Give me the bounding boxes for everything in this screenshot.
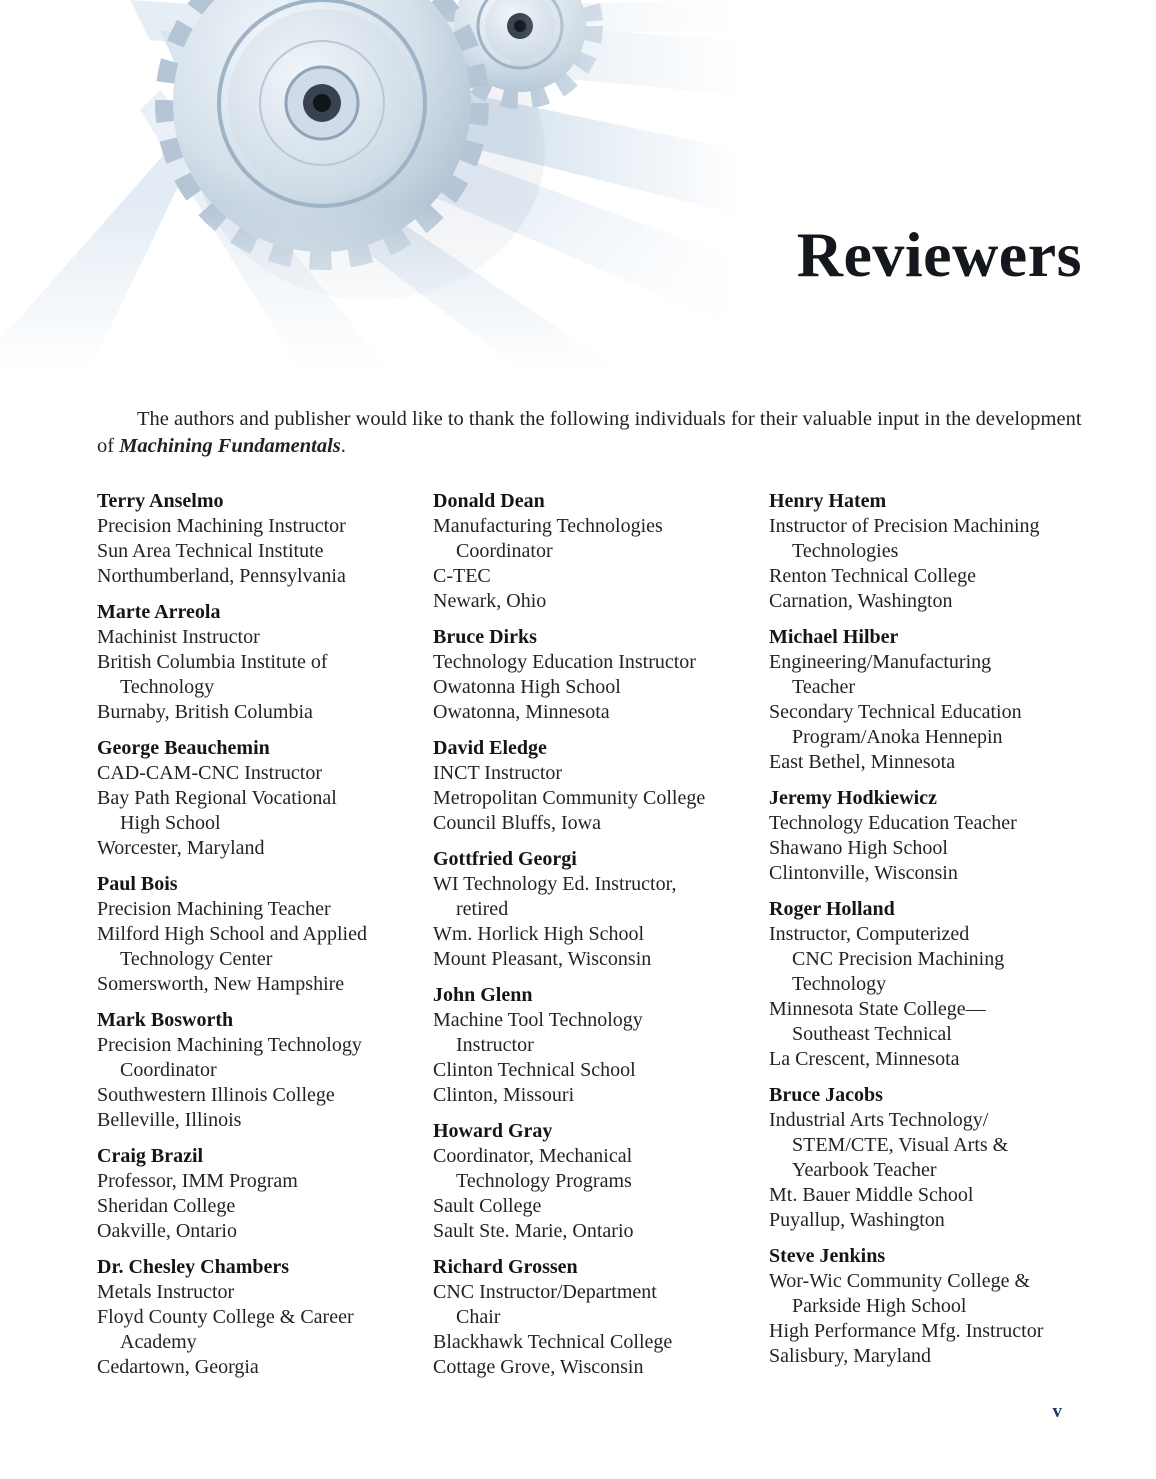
reviewer-detail-line: Milford High School and Applied (97, 923, 367, 945)
reviewer-detail-line: Wm. Horlick High School (433, 923, 645, 945)
reviewer-name: Marte Arreola (97, 601, 221, 623)
reviewer-name: Richard Grossen (433, 1256, 578, 1278)
reviewer-detail-line: Machine Tool Technology (433, 1009, 643, 1031)
reviewer-detail-line: Manufacturing Technologies (433, 515, 663, 537)
reviewer-entry (97, 1144, 433, 1244)
reviewer-detail-line: Belleville, Illinois (97, 1109, 242, 1131)
reviewer-detail-line: Coordinator (456, 540, 553, 562)
reviewer-detail-line: Somersworth, New Hampshire (97, 973, 345, 995)
reviewer-detail-line: Owatonna High School (433, 676, 621, 698)
reviewer-name: Dr. Chesley Chambers (97, 1256, 290, 1278)
reviewer-detail-line: Yearbook Teacher (792, 1159, 937, 1181)
reviewer-detail-line: Burnaby, British Columbia (97, 701, 313, 723)
reviewer-detail-line: Technology Programs (456, 1170, 632, 1192)
reviewer-detail-line: Renton Technical College (769, 565, 977, 587)
reviewer-detail-line: C-TEC (433, 565, 491, 587)
reviewer-detail-line: Instructor, Computerized (769, 923, 970, 945)
reviewer-detail-line: Mt. Bauer Middle School (769, 1184, 974, 1206)
reviewer-detail-line: Technology (792, 973, 887, 995)
reviewer-entry (97, 872, 433, 997)
reviewer-detail-line: Sheridan College (97, 1195, 236, 1217)
reviewer-detail-line: Bay Path Regional Vocational (97, 787, 337, 809)
reviewer-entry (97, 1255, 433, 1380)
book-title: Machining Fundamentals (119, 435, 341, 457)
reviewer-name: John Glenn (433, 984, 533, 1006)
page-number: v (1052, 1401, 1062, 1422)
reviewer-detail-line: High School (120, 812, 221, 834)
reviewer-detail-line: Southeast Technical (792, 1023, 952, 1045)
reviewer-detail-line: Council Bluffs, Iowa (433, 812, 601, 834)
light-rays (0, 0, 740, 370)
reviewer-detail-line: Worcester, Maryland (97, 837, 265, 859)
reviewer-detail-line: INCT Instructor (433, 762, 563, 784)
reviewer-detail-line: Newark, Ohio (433, 590, 547, 612)
reviewer-detail-line: Technology Center (120, 948, 273, 970)
gear-shadow (195, 0, 545, 300)
reviewer-detail-line: CAD-CAM-CNC Instructor (97, 762, 322, 784)
reviewer-detail-line: Sault Ste. Marie, Ontario (433, 1220, 634, 1242)
reviewer-entry (769, 1083, 1085, 1233)
reviewer-name: David Eledge (433, 737, 547, 759)
reviewer-name: Jeremy Hodkiewicz (769, 787, 937, 809)
reviewer-entry (433, 983, 769, 1108)
reviewer-detail-line: Secondary Technical Education (769, 701, 1022, 723)
reviewer-detail-line: Program/Anoka Hennepin (792, 726, 1003, 748)
intro-text: The authors and publisher would like to thank the following individuals for their valuable input in the development of (97, 408, 1082, 457)
reviewer-detail-line: CNC Precision Machining (792, 948, 1005, 970)
reviewer-column (97, 489, 433, 1391)
reviewer-entry (97, 600, 433, 725)
reviewer-entry (433, 1255, 769, 1380)
reviewer-detail-line: Coordinator (120, 1059, 217, 1081)
reviewer-detail-line: Technology (120, 676, 215, 698)
page-title: Reviewers (796, 219, 1082, 290)
reviewer-detail-line: Metals Instructor (97, 1281, 235, 1303)
reviewer-entry (769, 489, 1085, 614)
reviewer-detail-line: Owatonna, Minnesota (433, 701, 610, 723)
reviewer-detail-line: Precision Machining Technology (97, 1034, 362, 1056)
reviewer-detail-line: British Columbia Institute of (97, 651, 328, 673)
reviewer-entry (433, 489, 769, 614)
reviewer-name: Paul Bois (97, 873, 178, 895)
reviewer-column (433, 489, 769, 1391)
reviewer-column (769, 489, 1085, 1391)
reviewer-detail-line: Academy (120, 1331, 197, 1353)
reviewer-detail-line: Oakville, Ontario (97, 1220, 237, 1242)
reviewer-detail-line: Clinton, Missouri (433, 1084, 575, 1106)
reviewer-detail-line: WI Technology Ed. Instructor, (433, 873, 677, 895)
reviewer-detail-line: Technology Education Teacher (769, 812, 1017, 834)
reviewer-detail-line: Chair (456, 1306, 501, 1328)
reviewer-name: Michael Hilber (769, 626, 899, 648)
reviewer-detail-line: Minnesota State College— (769, 998, 986, 1020)
reviewer-detail-line: Mount Pleasant, Wisconsin (433, 948, 652, 970)
reviewer-entry (97, 736, 433, 861)
intro-paragraph (97, 406, 1085, 460)
reviewer-detail-line: Technology Education Instructor (433, 651, 696, 673)
reviewer-entry (433, 736, 769, 836)
reviewer-detail-line: Sault College (433, 1195, 542, 1217)
reviewer-detail-line: Precision Machining Teacher (97, 898, 331, 920)
reviewer-name: Bruce Jacobs (769, 1084, 883, 1106)
reviewer-detail-line: Teacher (792, 676, 855, 698)
reviewer-entry (433, 1119, 769, 1244)
reviewer-detail-line: Southwestern Illinois College (97, 1084, 335, 1106)
reviewer-entry (433, 847, 769, 972)
reviewer-detail-line: CNC Instructor/Department (433, 1281, 657, 1303)
reviewer-detail-line: Floyd County College & Career (97, 1306, 354, 1328)
reviewer-detail-line: Clintonville, Wisconsin (769, 862, 958, 884)
reviewer-detail-line: Engineering/Manufacturing (769, 651, 992, 673)
reviewer-detail-line: Sun Area Technical Institute (97, 540, 324, 562)
reviewer-detail-line: retired (456, 898, 509, 920)
reviewer-name: Mark Bosworth (97, 1009, 234, 1031)
gears-illustration (0, 0, 740, 370)
reviewer-detail-line: Parkside High School (792, 1295, 967, 1317)
gears-artwork-svg (0, 0, 740, 370)
reviewer-entry (97, 489, 433, 589)
reviewer-detail-line: Wor-Wic Community College & (769, 1270, 1031, 1292)
reviewer-detail-line: Salisbury, Maryland (769, 1345, 932, 1367)
reviewer-entry (769, 786, 1085, 886)
reviewer-detail-line: Cottage Grove, Wisconsin (433, 1356, 644, 1378)
reviewer-name: Steve Jenkins (769, 1245, 886, 1267)
reviewer-detail-line: Instructor (456, 1034, 534, 1056)
reviewer-detail-line: Professor, IMM Program (97, 1170, 298, 1192)
reviewer-entry (769, 897, 1085, 1072)
reviewer-detail-line: Cedartown, Georgia (97, 1356, 259, 1378)
reviewer-detail-line: La Crescent, Minnesota (769, 1048, 960, 1070)
reviewer-name: Bruce Dirks (433, 626, 537, 648)
reviewer-entry (433, 625, 769, 725)
reviewer-detail-line: Blackhawk Technical College (433, 1331, 673, 1353)
reviewer-detail-line: STEM/CTE, Visual Arts & (792, 1134, 1009, 1156)
reviewer-detail-line: Precision Machining Instructor (97, 515, 346, 537)
reviewer-detail-line: Puyallup, Washington (769, 1209, 945, 1231)
reviewer-detail-line: High Performance Mfg. Instructor (769, 1320, 1044, 1342)
reviewer-entry (97, 1008, 433, 1133)
reviewer-detail-line: Northumberland, Pennsylvania (97, 565, 346, 587)
reviewer-columns (97, 489, 1085, 1391)
reviewer-detail-line: Coordinator, Mechanical (433, 1145, 633, 1167)
reviewer-name: Roger Holland (769, 898, 895, 920)
reviewer-detail-line: Instructor of Precision Machining (769, 515, 1040, 537)
gear-small (450, 0, 590, 96)
reviewer-entry (769, 625, 1085, 775)
reviewer-name: Donald Dean (433, 490, 545, 512)
reviewer-detail-line: Shawano High School (769, 837, 948, 859)
reviewer-detail-line: Industrial Arts Technology/ (769, 1109, 989, 1131)
reviewer-detail-line: East Bethel, Minnesota (769, 751, 956, 773)
reviewer-detail-line: Clinton Technical School (433, 1059, 636, 1081)
reviewer-name: Terry Anselmo (97, 490, 224, 512)
reviewer-name: Craig Brazil (97, 1145, 204, 1167)
reviewer-detail-line: Carnation, Washington (769, 590, 953, 612)
reviewer-name: Gottfried Georgi (433, 848, 577, 870)
intro-text-end: . (340, 435, 346, 457)
reviewer-detail-line: Technologies (792, 540, 899, 562)
gear-large (171, 0, 473, 254)
reviewer-detail-line: Metropolitan Community College (433, 787, 706, 809)
reviewer-name: George Beauchemin (97, 737, 270, 759)
reviewer-name: Henry Hatem (769, 490, 887, 512)
reviewer-detail-line: Machinist Instructor (97, 626, 260, 648)
reviewer-name: Howard Gray (433, 1120, 553, 1142)
reviewer-entry (769, 1244, 1085, 1369)
